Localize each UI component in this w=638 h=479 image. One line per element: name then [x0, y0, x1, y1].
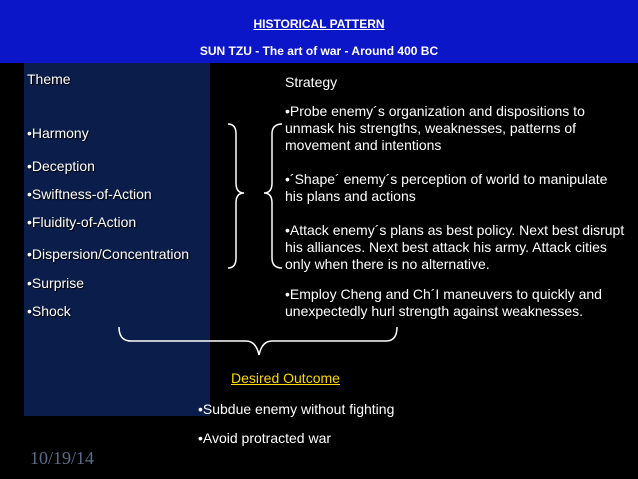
strategy-item: •Attack enemy´s plans as best policy. Next best disrupt his alliances. Next best attack his army. Attack cities only when there is no alternative.	[285, 222, 625, 272]
slide-title: HISTORICAL PATTERN	[253, 17, 385, 31]
theme-item: •Swiftness-of-Action	[27, 186, 152, 202]
theme-heading: Theme	[27, 71, 71, 87]
bottom-brace	[119, 327, 397, 355]
strategy-item: •´Shape´ enemy´s perception of world to manipulate his plans and actions	[285, 171, 608, 204]
theme-item: •Deception	[27, 158, 95, 174]
outcome-heading: Desired Outcome	[231, 370, 340, 386]
theme-item: •Fluidity-of-Action	[27, 214, 137, 230]
theme-item: •Shock	[27, 303, 71, 319]
theme-item: •Harmony	[27, 125, 89, 141]
slide-subtitle: SUN TZU - The art of war - Around 400 BC	[199, 44, 439, 58]
right-brace	[228, 124, 244, 268]
left-brace	[264, 124, 282, 268]
outcome-item: •Subdue enemy without fighting	[198, 401, 395, 417]
strategy-item: •Probe enemy´s organization and dispositions to unmask his strengths, weaknesses, patterns of movement and intentions	[285, 103, 585, 153]
theme-item: •Surprise	[27, 275, 85, 291]
theme-item: •Dispersion/Concentration	[27, 246, 190, 262]
strategy-heading: Strategy	[285, 74, 338, 90]
outcome-item: •Avoid protracted war	[198, 430, 332, 446]
strategy-item: •Employ Cheng and Ch´I maneuvers to quickly and unexpectedly hurl strength against weaknesses.	[285, 286, 602, 319]
slide-date: 10/19/14	[30, 448, 95, 468]
